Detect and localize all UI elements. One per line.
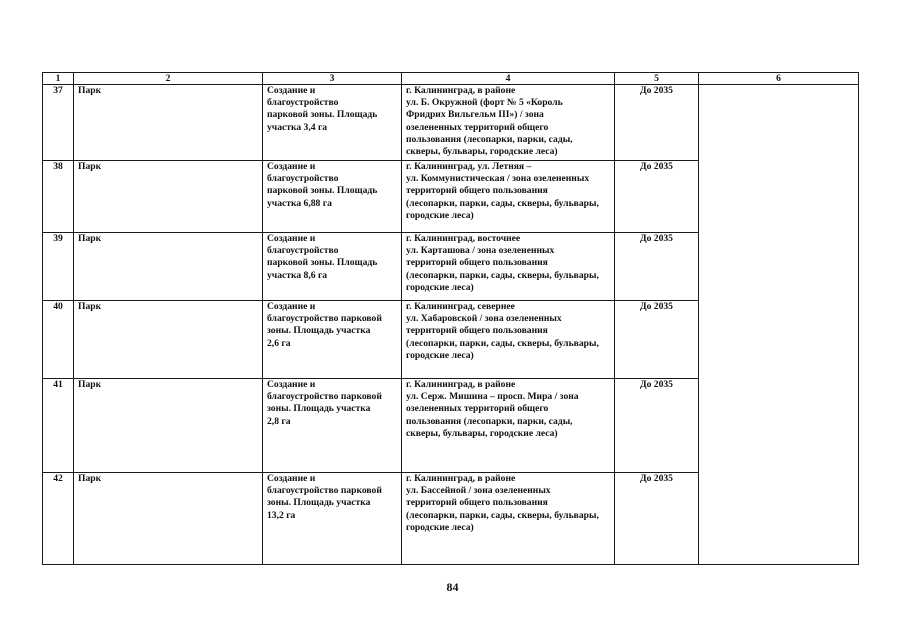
row-number: 38 [43,161,74,233]
cell-line: территорий общего пользования [406,185,548,197]
cell-line: благоустройство [267,173,339,185]
objects-table [42,72,859,565]
action-cell [263,301,402,379]
cell-line: зоны. Площадь участка [267,497,371,509]
row-number: 40 [43,301,74,379]
deadline-cell: До 2035 [615,233,699,301]
cell-line: озелененных территорий общего [406,403,549,415]
cell-line: Создание и [267,301,316,312]
location-cell [402,473,615,565]
cell-line: городские леса) [406,521,474,533]
cell-line: благоустройство [267,97,339,109]
cell-line: ул. Карташова / зона озелененных [406,245,555,257]
cell-line: Создание и [267,85,316,96]
cell-line: ул. Хабаровской / зона озелененных [406,313,562,325]
cell-line: Создание и [267,473,316,484]
location-cell [402,85,615,161]
column-number: 6 [699,73,859,85]
cell-line: территорий общего пользования [406,257,548,269]
cell-line: благоустройство парковой [267,313,382,325]
column-number-row [43,73,859,85]
cell-line: 2,8 га [267,415,291,427]
cell-line: Фридрих Вильгельм III») / зона [406,109,544,121]
cell-line: участка 3,4 га [267,121,328,133]
cell-line: г. Калининград, в районе [406,379,516,390]
notes-cell [699,85,859,565]
row-number: 41 [43,379,74,473]
deadline-cell: До 2035 [615,473,699,565]
cell-line: зоны. Площадь участка [267,403,371,415]
cell-line: пользования (лесопарки, парки, сады, [406,415,573,427]
object-type: Парк [74,379,263,473]
cell-line: г. Калининград, ул. Летняя – [406,161,532,172]
cell-line: (лесопарки, парки, сады, скверы, бульвары, [406,337,599,349]
cell-line: городские леса) [406,209,474,221]
location-cell [402,161,615,233]
cell-line: (лесопарки, парки, сады, скверы, бульвары, [406,269,599,281]
column-number: 3 [263,73,402,85]
action-cell [263,161,402,233]
row-number: 37 [43,85,74,161]
table-row [43,85,859,161]
cell-line: озелененных территорий общего [406,121,549,133]
object-type: Парк [74,233,263,301]
object-type: Парк [74,161,263,233]
location-cell [402,379,615,473]
action-cell [263,85,402,161]
cell-line: территорий общего пользования [406,497,548,509]
cell-line: ул. Б. Окружной (форт № 5 «Король [406,97,563,109]
object-type: Парк [74,301,263,379]
cell-line: г. Калининград, в районе [406,85,516,96]
column-number: 1 [43,73,74,85]
column-number: 5 [615,73,699,85]
cell-line: ул. Бассейной / зона озелененных [406,485,551,497]
action-cell [263,379,402,473]
column-number: 2 [74,73,263,85]
row-number: 42 [43,473,74,565]
cell-line: территорий общего пользования [406,325,548,337]
cell-line: г. Калининград, в районе [406,473,516,484]
cell-line: благоустройство парковой [267,391,382,403]
deadline-cell: До 2035 [615,379,699,473]
cell-line: городские леса) [406,349,474,361]
cell-line: благоустройство парковой [267,485,382,497]
cell-line: Создание и [267,379,316,390]
location-cell [402,233,615,301]
cell-line: ул. Серж. Мишина – просп. Мира / зона [406,391,579,403]
column-number: 4 [402,73,615,85]
deadline-cell: До 2035 [615,301,699,379]
cell-line: пользования (лесопарки, парки, сады, [406,133,573,145]
cell-line: благоустройство [267,245,339,257]
object-type: Парк [74,85,263,161]
location-cell [402,301,615,379]
cell-line: парковой зоны. Площадь [267,257,378,269]
cell-line: (лесопарки, парки, сады, скверы, бульвары, [406,197,599,209]
action-cell [263,233,402,301]
cell-line: участка 6,88 га [267,197,332,209]
cell-line: Создание и [267,233,316,244]
page-number: 84 [446,580,459,594]
cell-line: участка 8,6 га [267,269,328,281]
cell-line: г. Калининград, севернее [406,301,515,312]
cell-line: 13,2 га [267,509,296,521]
cell-line: городские леса) [406,281,474,293]
cell-line: ул. Коммунистическая / зона озелененных [406,173,590,185]
cell-line: 2,6 га [267,337,291,349]
cell-line: скверы, бульвары, городские леса) [406,427,558,439]
deadline-cell: До 2035 [615,161,699,233]
cell-line: Создание и [267,161,316,172]
cell-line: парковой зоны. Площадь [267,185,378,197]
cell-line: скверы, бульвары, городские леса) [406,146,558,158]
action-cell [263,473,402,565]
cell-line: парковой зоны. Площадь [267,109,378,121]
row-number: 39 [43,233,74,301]
cell-line: зоны. Площадь участка [267,325,371,337]
object-type: Парк [74,473,263,565]
cell-line: (лесопарки, парки, сады, скверы, бульвары, [406,509,599,521]
cell-line: г. Калининград, восточнее [406,233,521,244]
deadline-cell: До 2035 [615,85,699,161]
